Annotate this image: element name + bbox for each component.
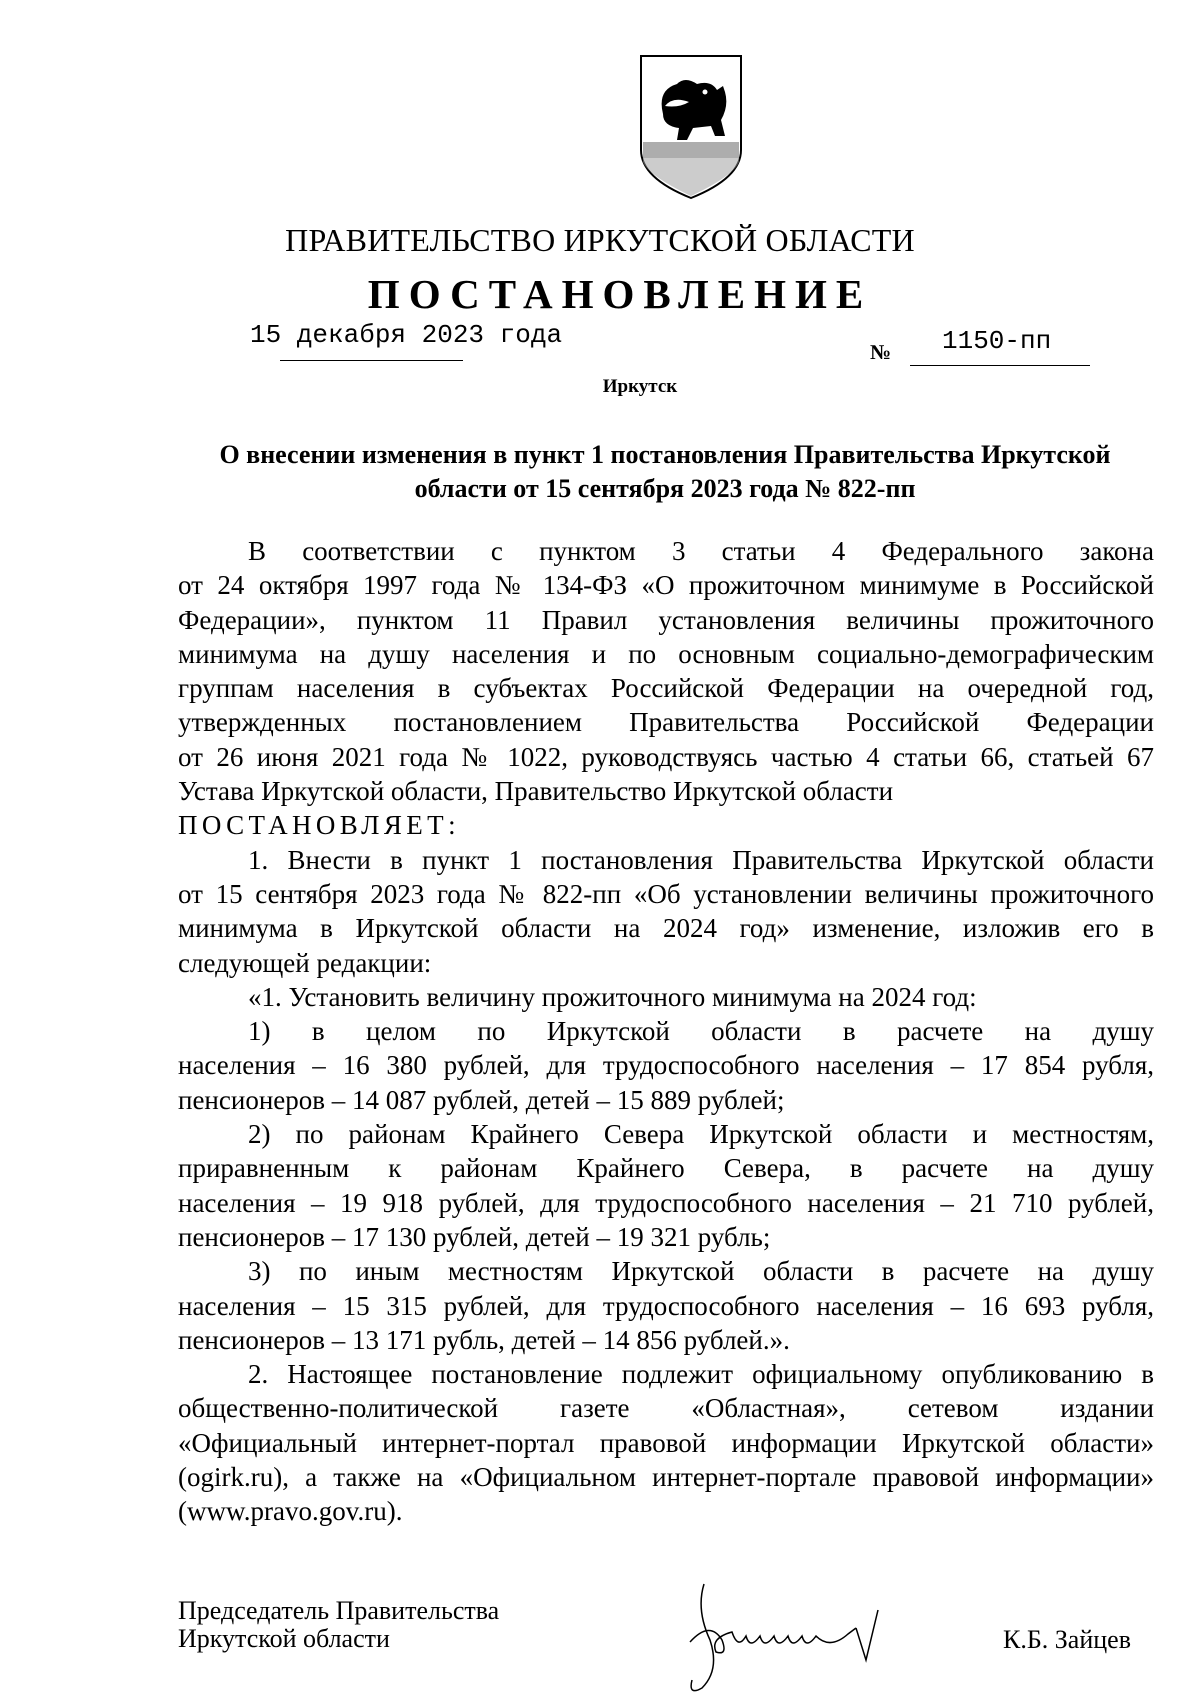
text-line: от 15 сентября 2023 года № 822-пп «Об установлении величины прожиточного bbox=[178, 878, 1154, 909]
preamble-paragraph bbox=[178, 534, 1154, 808]
text-line: 1) в целом по Иркутской области в расчете на душу bbox=[248, 1016, 1154, 1047]
text-line: пенсионеров – 17 130 рублей, детей – 19 321 рубль; bbox=[178, 1221, 771, 1252]
text-line: следующей редакции: bbox=[178, 947, 432, 978]
clause-1 bbox=[178, 843, 1154, 980]
text-line: Устава Иркутской области, Правительство Иркутской области bbox=[178, 776, 894, 807]
subclause-1 bbox=[178, 1014, 1154, 1117]
date-underline bbox=[280, 360, 463, 361]
text-line: от 26 июня 2021 года № 1022, руководствуясь частью 4 статьи 66, статьей 67 bbox=[178, 741, 1154, 772]
text-line: минимума на душу населения и по основным социально-демографическим bbox=[178, 638, 1154, 669]
position-line: Председатель Правительства bbox=[178, 1596, 500, 1625]
subclause-2 bbox=[178, 1117, 1154, 1254]
text-line: 3) по иным местностям Иркутской области в расчете на душу bbox=[248, 1256, 1154, 1287]
document-body bbox=[178, 534, 1154, 1529]
text-line: минимума в Иркутской области на 2024 год» изменение, изложив его в bbox=[178, 913, 1154, 944]
text-line: группам населения в субъектах Российской Федерации на очередной год, bbox=[178, 673, 1154, 704]
text-line: населения – 16 380 рублей, для трудоспособного населения – 17 854 рубля, bbox=[178, 1050, 1154, 1081]
government-name: ПРАВИТЕЛЬСТВО ИРКУТСКОЙ ОБЛАСТИ bbox=[285, 222, 915, 258]
document-date: 15 декабря 2023 года bbox=[250, 320, 563, 350]
clause-2 bbox=[178, 1357, 1154, 1528]
text-line: (www.pravo.gov.ru). bbox=[178, 1496, 403, 1527]
text-line: от 24 октября 1997 года № 134-ФЗ «О прожиточном минимуме в Российской bbox=[178, 570, 1154, 601]
text-line: общественно-политической газете «Областная», сетевом издании bbox=[178, 1393, 1154, 1424]
document-type: ПОСТАНОВЛЕНИЕ bbox=[367, 271, 873, 317]
document-number: 1150-пп bbox=[942, 326, 1052, 356]
text-line: населения – 15 315 рублей, для трудоспособного населения – 16 693 рубля, bbox=[178, 1290, 1154, 1321]
signer-position bbox=[178, 1597, 499, 1653]
city: Иркутск bbox=[602, 376, 678, 397]
resolves-word: ПОСТАНОВЛЯЕТ: bbox=[178, 810, 460, 841]
text-line: «Официальный интернет-портал правовой информации Иркутской области» bbox=[178, 1427, 1154, 1458]
text-line: Федерации», пунктом 11 Правил установления величины прожиточного bbox=[178, 604, 1154, 635]
subclause-3 bbox=[178, 1254, 1154, 1357]
text-line: (ogirk.ru), а также на «Официальном интернет-портале правовой информации» bbox=[178, 1462, 1154, 1493]
text-line: 2) по районам Крайнего Севера Иркутской области и местностям, bbox=[248, 1119, 1154, 1150]
text-line: пенсионеров – 14 087 рублей, детей – 15 889 рублей; bbox=[178, 1084, 785, 1115]
document-title bbox=[170, 438, 1160, 506]
signature-icon bbox=[680, 1580, 940, 1695]
number-label: № bbox=[870, 340, 892, 364]
text-line: населения – 19 918 рублей, для трудоспособного населения – 21 710 рублей, bbox=[178, 1187, 1154, 1218]
number-underline bbox=[910, 365, 1090, 366]
text-line: пенсионеров – 13 171 рубль, детей – 14 856 рублей.». bbox=[178, 1324, 790, 1355]
coat-of-arms-icon bbox=[633, 50, 749, 202]
text-line: В соответствии с пунктом 3 статьи 4 Федерального закона bbox=[248, 536, 1154, 566]
text-line: 2. Настоящее постановление подлежит официальному опубликованию в bbox=[248, 1359, 1154, 1390]
text-line: приравненным к районам Крайнего Севера, в расчете на душу bbox=[178, 1153, 1154, 1184]
text-line: 1. Внести в пункт 1 постановления Правительства Иркутской области bbox=[248, 844, 1154, 875]
position-line: Иркутской области bbox=[178, 1624, 390, 1653]
title-line: области от 15 сентября 2023 года № 822-пп bbox=[414, 474, 916, 503]
signee-name: К.Б. Зайцев bbox=[1003, 1625, 1131, 1654]
title-line: О внесении изменения в пункт 1 постановления Правительства Иркутской bbox=[219, 440, 1111, 469]
quoted-clause-intro: «1. Установить величину прожиточного минимума на 2024 год: bbox=[248, 981, 977, 1012]
text-line: утвержденных постановлением Правительства Российской Федерации bbox=[178, 707, 1154, 738]
